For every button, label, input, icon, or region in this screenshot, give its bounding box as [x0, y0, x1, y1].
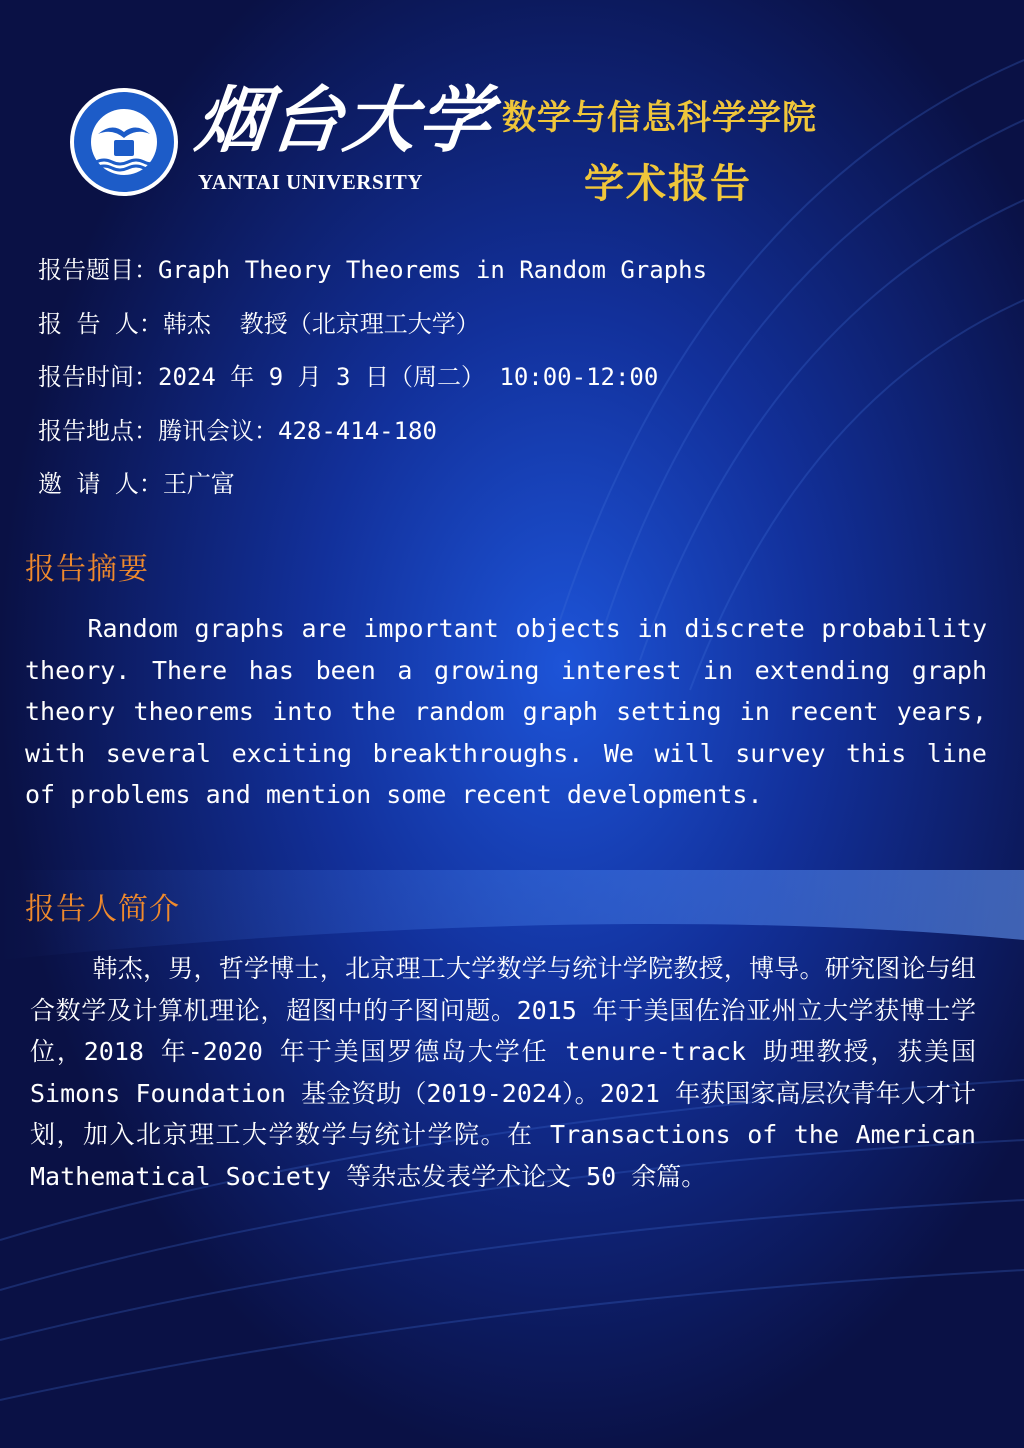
report-title-line: 报告题目：Graph Theory Theorems in Random Graphs [38, 256, 708, 284]
university-name-en: YANTAI UNIVERSITY [198, 170, 423, 194]
bio-heading: 报告人简介 [25, 892, 180, 927]
bio-body: 韩杰，男，哲学博士，北京理工大学数学与统计学院教授，博导。研究图论与组合数学及计算机理论，超图中的子图问题。2015 年于美国佐治亚州立大学获博士学位，2018 年-2020 年于美国罗德岛大学任 tenure-track 助理教授，获美国 Simons Foundation 基金资助（2019-2024）。2021 年获国家高层次青年人才计划，加入北京理工大学数学与统计学院。在 Transactions of the American Mathematical Society 等杂志发表学术论文 50 余篇。 [30, 954, 976, 1191]
school-name: 数学与信息科学学院 [502, 98, 817, 138]
host-line: 邀 请 人：王广富 [38, 470, 235, 498]
report-info [38, 244, 707, 512]
abstract-body: Random graphs are important objects in discrete probability theory. There has been a growing interest in extending graph theory theorems into the random graph setting in recent years, with several exciting breakthroughs. We will survey this line of problems and mention some recent developments. [25, 614, 987, 809]
place-line: 报告地点：腾讯会议：428-414-180 [38, 416, 437, 445]
report-type-title: 学术报告 [584, 161, 752, 207]
time-line: 报告时间：2024 年 9 月 3 日（周二） 10:00-12:00 [38, 363, 659, 391]
speaker-line: 报 告 人：韩杰 教授（北京理工大学） [38, 309, 480, 338]
university-name-cn: 烟台大学 [191, 77, 497, 162]
abstract-heading: 报告摘要 [25, 552, 149, 587]
university-seal-icon [68, 86, 180, 198]
